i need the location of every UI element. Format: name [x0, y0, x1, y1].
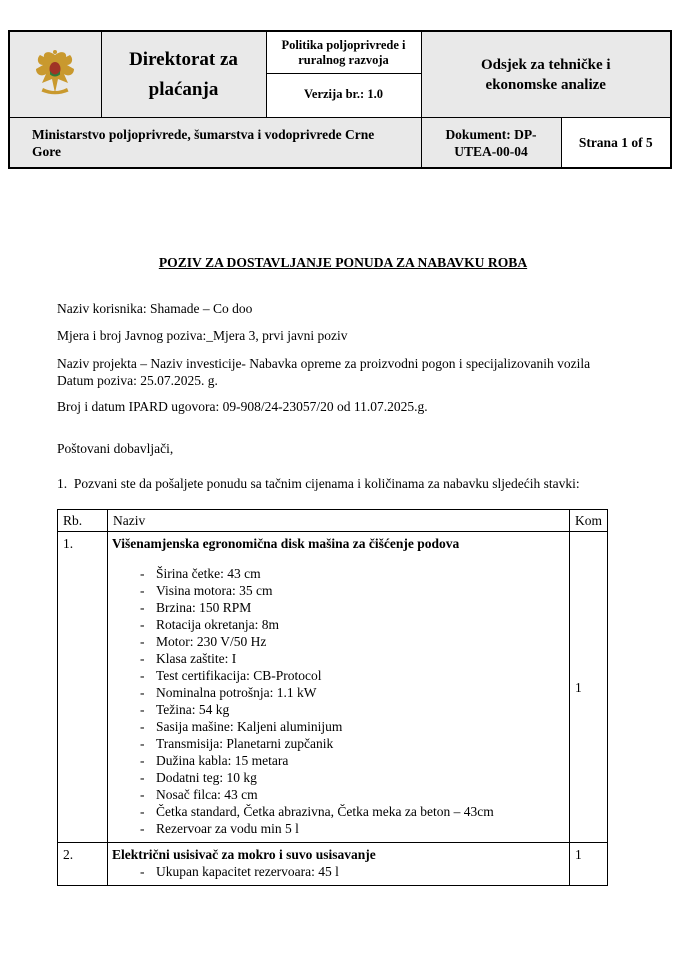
policy-label: Politika poljoprivrede i ruralnog razvoja: [267, 32, 421, 74]
coat-of-arms-icon: [34, 49, 76, 95]
bullet-dash: -: [140, 864, 145, 879]
department-label: Odsjek za tehničke i ekonomske analize: [421, 31, 671, 118]
item-spec-list: [112, 863, 565, 880]
spec-text: Dodatni teg: 10 kg: [156, 770, 257, 785]
spec-line: [112, 650, 565, 667]
spec-line: [112, 667, 565, 684]
item-quantity: 1: [570, 843, 608, 886]
document-body: [0, 254, 679, 492]
document-number-label: Dokument: DP-UTEA-00-04: [421, 118, 561, 169]
document-header-table: [8, 30, 672, 169]
spec-line: [112, 820, 565, 837]
spec-line: [112, 565, 565, 582]
ministry-label: Ministarstvo poljoprivrede, šumarstva i vodoprivrede Crne Gore: [9, 118, 421, 169]
spec-text: Širina četke: 43 cm: [156, 566, 261, 581]
table-row-item-1: [58, 532, 608, 843]
bullet-dash: -: [140, 600, 145, 615]
paragraph-naziv-projekta: Naziv projekta – Naziv investicije- Nabavka opreme za proizvodni pogon i specijalizovanih vozila: [57, 356, 591, 371]
spec-text: Težina: 54 kg: [156, 702, 230, 717]
item-number: 2.: [58, 843, 108, 886]
paragraph-ipard-ugovor: Broj i datum IPARD ugovora: 09-908/24-23057/20 od 11.07.2025.g.: [57, 399, 428, 414]
spec-text: Klasa zaštite: I: [156, 651, 237, 666]
spec-line: [112, 803, 565, 820]
bullet-dash: -: [140, 804, 145, 819]
spec-text: Motor: 230 V/50 Hz: [156, 634, 267, 649]
spec-line: [112, 863, 565, 880]
spec-text: Dužina kabla: 15 metara: [156, 753, 289, 768]
item-title: Višenamjenska egronomična disk mašina za čišćenje podova: [112, 536, 460, 551]
spec-text: Visina motora: 35 cm: [156, 583, 273, 598]
spec-line: [112, 701, 565, 718]
bullet-dash: -: [140, 770, 145, 785]
header-row-1: [9, 31, 671, 118]
spec-line: [112, 786, 565, 803]
bullet-dash: -: [140, 736, 145, 751]
paragraph-salutation: Poštovani dobavljači,: [57, 441, 174, 456]
item-quantity: 1: [570, 532, 608, 843]
column-header-kom: Kom: [570, 510, 608, 532]
bullet-dash: -: [140, 566, 145, 581]
item-description: [108, 843, 570, 886]
bullet-dash: -: [140, 702, 145, 717]
document-title: POZIV ZA DOSTAVLJANJE PONUDA ZA NABAVKU ROBA: [158, 255, 528, 270]
item-number: 1.: [58, 532, 108, 843]
paragraph-naziv-korisnika: Naziv korisnika: Shamade – Co doo: [57, 301, 253, 316]
spec-line: [112, 633, 565, 650]
spec-text: Nominalna potrošnja: 1.1 kW: [156, 685, 317, 700]
spec-text: Test certifikacija: CB-Protocol: [156, 668, 322, 683]
bullet-dash: -: [140, 583, 145, 598]
spec-text: Ukupan kapacitet rezervoara: 45 l: [156, 864, 339, 879]
directorate-title: Direktorat za plaćanja: [101, 31, 266, 118]
items-table: [57, 509, 608, 886]
bullet-dash: -: [140, 634, 145, 649]
item-title: Električni usisivač za mokro i suvo usisavanje: [112, 847, 376, 862]
bullet-dash: -: [140, 617, 145, 632]
column-header-rb: Rb.: [58, 510, 108, 532]
spec-text: Četka standard, Četka abrazivna, Četka meka za beton – 43cm: [156, 804, 494, 819]
bullet-dash: -: [140, 753, 145, 768]
column-header-naziv: Naziv: [108, 510, 570, 532]
spec-line: [112, 752, 565, 769]
header-row-2: [9, 118, 671, 169]
paragraph-datum-poziva: Datum poziva: 25.07.2025. g.: [57, 373, 218, 388]
policy-version-cell: [266, 31, 421, 118]
spec-line: [112, 599, 565, 616]
paragraph-mjera-javni-poziv: Mjera i broj Javnog poziva:_Mjera 3, prvi javni poziv: [57, 328, 348, 343]
spec-line: [112, 582, 565, 599]
item-description: [108, 532, 570, 843]
page-number-label: Strana 1 of 5: [561, 118, 671, 169]
spec-line: [112, 769, 565, 786]
spec-text: Brzina: 150 RPM: [156, 600, 252, 615]
version-label: Verzija br.: 1.0: [304, 86, 383, 101]
spec-line: [112, 616, 565, 633]
spec-line: [112, 718, 565, 735]
bullet-dash: -: [140, 821, 145, 836]
spec-text: Rezervoar za vodu min 5 l: [156, 821, 299, 836]
bullet-dash: -: [140, 668, 145, 683]
paragraph-instruction: 1. Pozvani ste da pošaljete ponudu sa tačnim cijenama i količinama za nabavku sljedećih stavki:: [57, 476, 580, 491]
bullet-dash: -: [140, 719, 145, 734]
spec-line: [112, 735, 565, 752]
spec-text: Nosač filca: 43 cm: [156, 787, 258, 802]
bullet-dash: -: [140, 651, 145, 666]
spec-text: Sasija mašine: Kaljeni aluminijum: [156, 719, 343, 734]
spec-text: Rotacija okretanja: 8m: [156, 617, 279, 632]
spec-text: Transmisija: Planetarni zupčanik: [156, 736, 334, 751]
bullet-dash: -: [140, 787, 145, 802]
logo-cell: [9, 31, 101, 118]
item-spec-list: [112, 565, 565, 837]
bullet-dash: -: [140, 685, 145, 700]
items-table-header-row: [58, 510, 608, 532]
table-row-item-2: [58, 843, 608, 886]
spec-line: [112, 684, 565, 701]
